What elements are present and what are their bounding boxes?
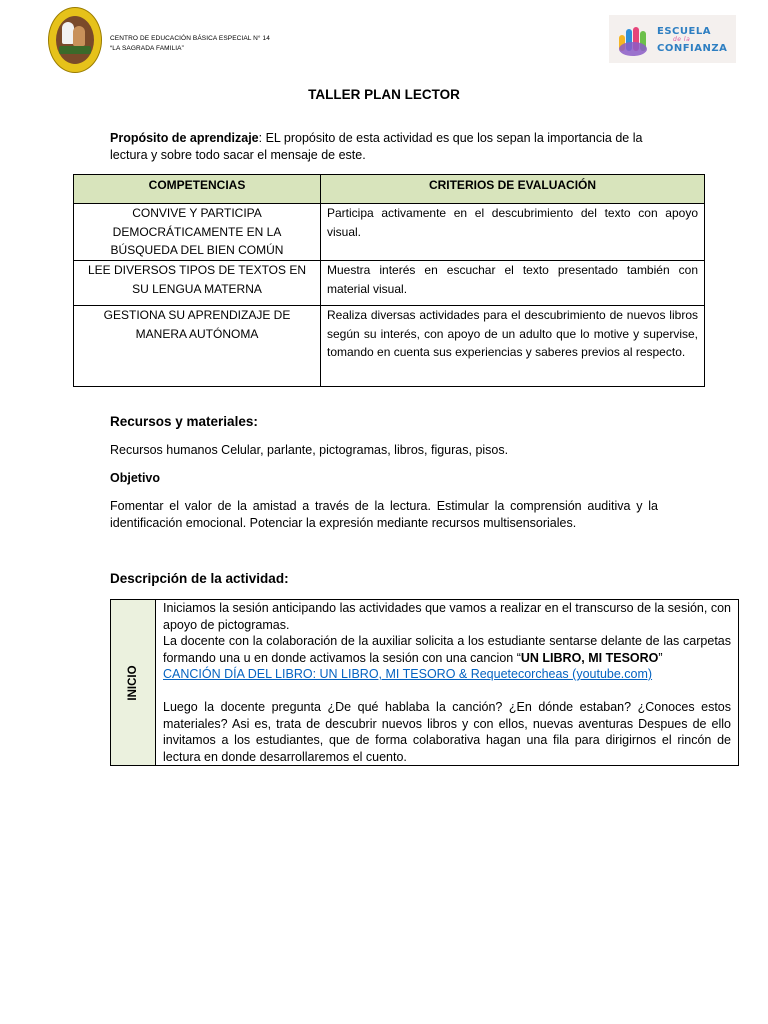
descripcion-p3: Luego la docente pregunta ¿De qué hablaba la canción? ¿En dónde estaban? ¿Conoces estos materiales? Asi es, trata de descubrir nuevos libros y con ellos, nuevas aventuras Despues de ello invitamos a los estudiantes, que de forma colaborativa hagan una fila para dirigirnos el rincón de lectura en donde desarrollaremos el cuento. (163, 700, 731, 764)
objetivo-heading: Objetivo (110, 471, 161, 485)
descripcion-p1: Iniciamos la sesión anticipando las actividades que vamos a realizar en el transcurso de la sesión, con apoyo de pictogramas. (163, 601, 731, 632)
descripcion-body (156, 600, 739, 766)
criterio-cell: Muestra interés en escuchar el texto presentado también con material visual. (321, 261, 705, 306)
inicio-cell (111, 600, 156, 766)
school-name-line1: CENTRO DE EDUCACIÓN BÁSICA ESPECIAL N° 14 (110, 35, 270, 42)
recursos-text: Recursos humanos Celular, parlante, pictogramas, libros, figuras, pisos. (110, 443, 509, 457)
table-header-row (74, 175, 705, 204)
spacer (163, 683, 731, 700)
song-title: UN LIBRO, MI TESORO (520, 650, 659, 665)
inicio-label: INICIO (126, 664, 139, 701)
logo-text-de-la: de la (673, 36, 691, 43)
criterio-cell: Participa activamente en el descubrimiento del texto con apoyo visual. (321, 204, 705, 261)
school-name-line2: “LA SAGRADA FAMILIA” (110, 44, 184, 52)
competencia-cell: GESTIONA SU APRENDIZAJE DE MANERA AUTÓNOMA (74, 306, 321, 387)
table-row (111, 600, 739, 766)
quote-close: ” (658, 650, 663, 665)
purpose-label: Propósito de aprendizaje (110, 131, 259, 145)
song-video-link[interactable]: CANCIÓN DÍA DEL LIBRO: UN LIBRO, MI TESORO & Requetecorcheas (youtube.com) (163, 667, 653, 681)
descripcion-table (110, 599, 739, 766)
logo-text-confianza: CONFIANZA (657, 43, 728, 54)
logo-text-escuela: ESCUELA (657, 26, 711, 37)
purpose-paragraph (110, 130, 660, 164)
descripcion-heading: Descripción de la actividad: (110, 571, 289, 586)
criterio-cell: Realiza diversas actividades para el descubrimiento de nuevos libros según su interés, con apoyo de un adulto que lo motive y supervise, tomando en cuenta sus experiencias y saberes previos al respecto. (321, 306, 705, 387)
purpose-text: : EL propósito de esta actividad es que los sepan la importancia de la lectura y sobre todo sacar el mensaje de este. (110, 131, 643, 162)
escuela-confianza-logo (609, 15, 736, 63)
descripcion-p2 (163, 633, 731, 666)
objetivo-text: Fomentar el valor de la amistad a través de la lectura. Estimular la comprensión auditiva y la identificación emocional. Potenciar la expresión mediante recursos multisensoriales. (110, 499, 658, 530)
descripcion-p2-text: La docente con la colaboración de la auxiliar solicita a los estudiante sentarse delante de las carpetas formando una u en donde activamos la sesión con una cancion “ (163, 634, 731, 665)
competencia-cell: LEE DIVERSOS TIPOS DE TEXTOS EN SU LENGUA MATERNA (74, 261, 321, 306)
hand-logo-icon (617, 25, 651, 57)
competencia-cell: CONVIVE Y PARTICIPA DEMOCRÁTICAMENTE EN LA BÚSQUEDA DEL BIEN COMÚN (74, 204, 321, 261)
recursos-heading: Recursos y materiales: (110, 414, 258, 429)
school-seal-logo (48, 7, 102, 73)
competencias-table (73, 174, 705, 387)
document-title: TALLER PLAN LECTOR (308, 87, 460, 102)
table-row (74, 204, 705, 261)
header-competencias: COMPETENCIAS (74, 175, 321, 204)
school-name (110, 34, 270, 53)
table-row (74, 306, 705, 387)
header-criterios: CRITERIOS DE EVALUACIÓN (321, 175, 705, 204)
table-row (74, 261, 705, 306)
